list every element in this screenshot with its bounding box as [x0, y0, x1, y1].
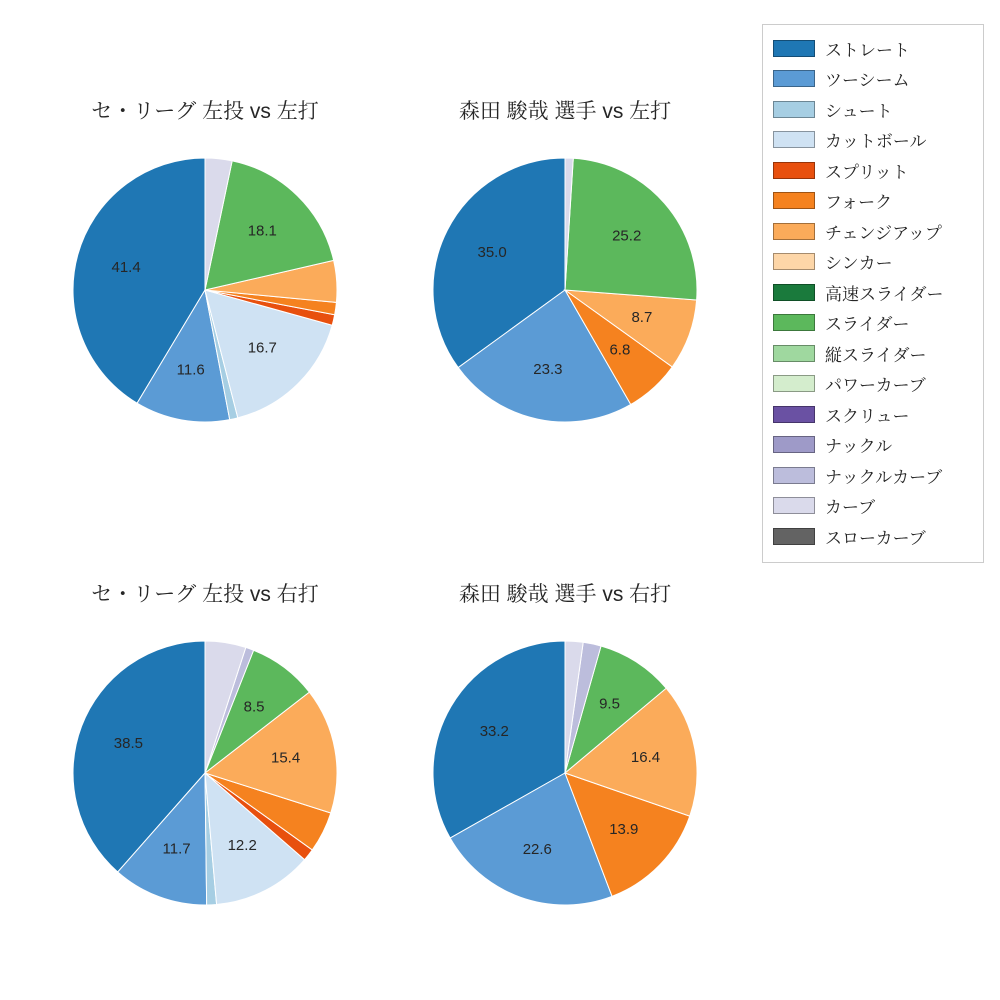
legend-item[interactable] — [773, 521, 973, 552]
legend-item[interactable] — [773, 277, 973, 308]
pie-slice-label: 11.7 — [162, 840, 191, 858]
legend-swatch-icon — [773, 101, 815, 118]
legend-item-label: 高速スライダー — [825, 284, 944, 304]
legend-swatch-icon — [773, 253, 815, 270]
pie-chart-1 — [400, 125, 730, 455]
legend-item-label: シュート — [825, 101, 893, 121]
pie-slice-label: 41.4 — [111, 259, 141, 277]
pie-slice-label: 25.2 — [612, 227, 642, 245]
legend-item-label: 縦スライダー — [825, 345, 927, 365]
pie-chart-0 — [40, 125, 370, 455]
legend-item-label: ナックル — [825, 437, 893, 457]
pie-slice-label: 15.4 — [270, 749, 301, 767]
legend-swatch-icon — [773, 131, 815, 148]
pie-slice-label: 35.0 — [477, 243, 507, 261]
legend-swatch-icon — [773, 436, 815, 453]
legend-item-label: チェンジアップ — [825, 223, 942, 243]
legend-swatch-icon — [773, 497, 815, 514]
chart-cell-1 — [400, 95, 730, 455]
pie-slice-label: 6.8 — [609, 341, 631, 359]
legend-item-label: フォーク — [825, 193, 893, 213]
legend-item-label: パワーカーブ — [825, 376, 926, 396]
legend-item[interactable] — [773, 338, 973, 369]
legend-item-label: ナックルカーブ — [825, 467, 943, 487]
legend-swatch-icon — [773, 345, 815, 362]
legend-item-label: スクリュー — [825, 406, 910, 426]
legend-item[interactable] — [773, 155, 973, 186]
pie-slice-label: 38.5 — [113, 735, 144, 753]
legend-swatch-icon — [773, 375, 815, 392]
pie-slice-label: 16.7 — [247, 339, 277, 357]
pie-svg-1 — [400, 125, 730, 455]
pie-chart-2 — [40, 608, 370, 938]
legend-item[interactable] — [773, 247, 973, 278]
chart-title-3: 森田 駿哉 選手 vs 右打 — [458, 583, 672, 606]
legend-item[interactable] — [773, 216, 973, 247]
legend-item-label: カーブ — [825, 498, 876, 518]
pie-slice-label: 8.7 — [631, 308, 653, 326]
pie-slice-label: 16.4 — [630, 749, 661, 767]
legend-swatch-icon — [773, 40, 815, 57]
legend-item[interactable] — [773, 460, 973, 491]
chart-title-1: 森田 駿哉 選手 vs 左打 — [458, 100, 672, 123]
legend-item-label: スローカーブ — [825, 528, 926, 548]
legend-item[interactable] — [773, 399, 973, 430]
legend-swatch-icon — [773, 162, 815, 179]
legend-item[interactable] — [773, 491, 973, 522]
chart-title-2: セ・リーグ 左投 vs 右打 — [91, 583, 319, 606]
legend-swatch-icon — [773, 70, 815, 87]
legend-item[interactable] — [773, 308, 973, 339]
pie-slice-label: 11.6 — [176, 361, 205, 379]
pie-slice-label: 23.3 — [533, 360, 563, 378]
legend-swatch-icon — [773, 223, 815, 240]
chart-cell-0 — [40, 95, 370, 455]
legend-item[interactable] — [773, 125, 973, 156]
pie-slice-label: 33.2 — [479, 722, 509, 740]
pie-slice-label: 13.9 — [609, 820, 639, 838]
legend-swatch-icon — [773, 528, 815, 545]
legend-item[interactable] — [773, 369, 973, 400]
legend-swatch-icon — [773, 314, 815, 331]
legend-item-label: カットボール — [825, 132, 927, 152]
legend-swatch-icon — [773, 192, 815, 209]
legend — [762, 24, 984, 563]
legend-swatch-icon — [773, 406, 815, 423]
legend-item-label: シンカー — [825, 254, 893, 274]
legend-swatch-icon — [773, 284, 815, 301]
pie-chart-3 — [400, 608, 730, 938]
legend-item-label: ストレート — [825, 40, 910, 60]
pie-slice-label: 8.5 — [243, 698, 265, 716]
pie-slice-label: 22.6 — [522, 840, 552, 858]
pie-svg-2 — [40, 608, 370, 938]
legend-item[interactable] — [773, 186, 973, 217]
pie-svg-0 — [40, 125, 370, 455]
chart-title-0: セ・リーグ 左投 vs 左打 — [91, 100, 319, 123]
pie-slice-label: 18.1 — [247, 222, 277, 240]
chart-cell-3 — [400, 578, 730, 938]
legend-item[interactable] — [773, 94, 973, 125]
legend-item[interactable] — [773, 33, 973, 64]
pie-slice-label: 12.2 — [227, 836, 257, 854]
legend-item[interactable] — [773, 430, 973, 461]
legend-item-label: スライダー — [825, 315, 910, 335]
pie-slice-label: 9.5 — [599, 695, 620, 713]
legend-item-label: ツーシーム — [825, 71, 910, 91]
legend-item[interactable] — [773, 64, 973, 95]
legend-item-label: スプリット — [825, 162, 909, 182]
chart-cell-2 — [40, 578, 370, 938]
legend-swatch-icon — [773, 467, 815, 484]
pie-svg-3 — [400, 608, 730, 938]
